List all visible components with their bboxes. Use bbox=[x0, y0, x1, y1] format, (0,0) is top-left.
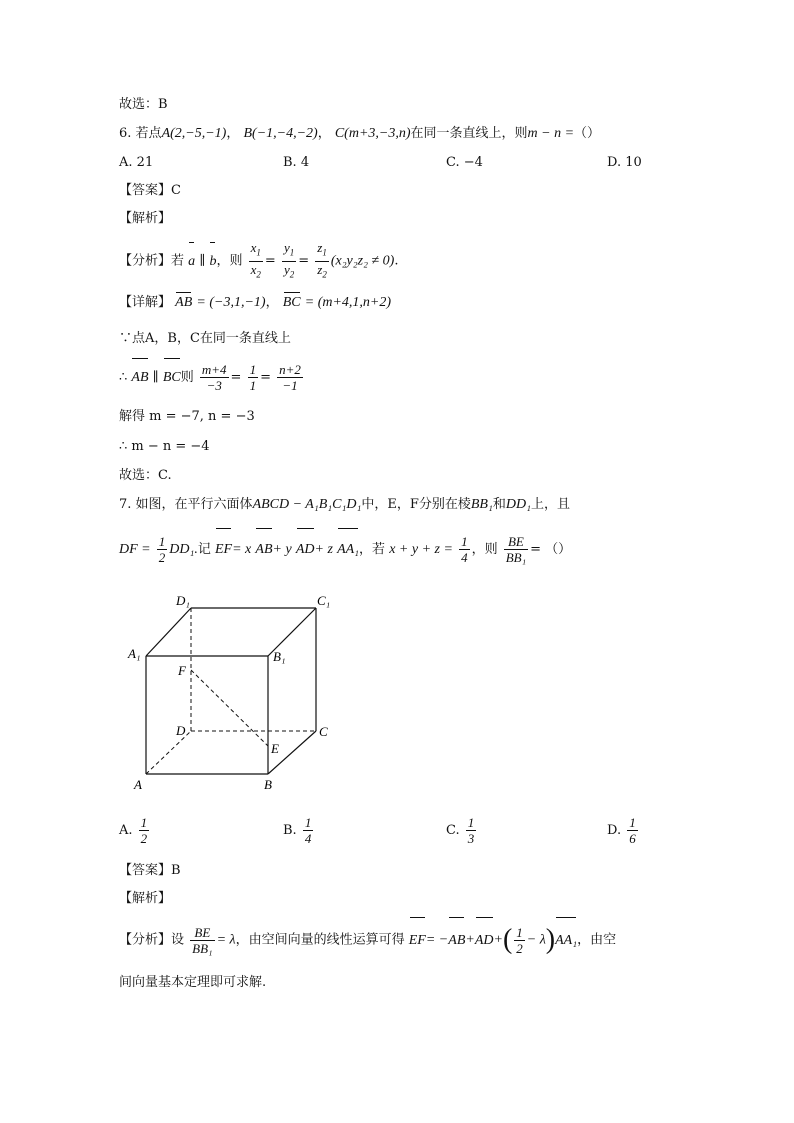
parallel-symbol: ∥ bbox=[152, 370, 159, 385]
option-value: 21 bbox=[136, 155, 154, 170]
q6-fenxi: 【分析】若 a ∥ b，则 $\frac{x_1}{x_2}$ = $\frac{y_1}{y_2}$ = $\frac{z_1}{z_2}$ (x₂y₂z₂ ≠ 0). bbox=[119, 240, 398, 282]
label-e: E bbox=[271, 741, 279, 756]
fraction-z: $\frac{z_1}{z_2}$ bbox=[317, 240, 327, 280]
lambda-eq: = λ bbox=[216, 932, 236, 948]
vector-bc: BC bbox=[282, 295, 301, 310]
answer-value: B bbox=[171, 863, 181, 878]
fenxi-condition: (x₂y₂z₂ ≠ 0) bbox=[330, 253, 395, 269]
vector-aa1: AA₁ bbox=[337, 530, 359, 570]
fraction-be-bb1: $\frac{BE}{\text{BB₁}}$ bbox=[505, 534, 527, 565]
q5-choice-line: 故选：B bbox=[119, 97, 168, 112]
edge-a1-d1 bbox=[146, 608, 191, 656]
fraction-quarter: $\frac{1}{4}$ bbox=[461, 534, 468, 565]
q6-option-d bbox=[607, 155, 642, 170]
q7-analysis-label: 【解析】 bbox=[119, 891, 172, 906]
q6-therefore-result: ∴ m − n = −4 bbox=[119, 439, 210, 454]
vector-bc: BC bbox=[163, 360, 181, 396]
fenxi-she: 设 bbox=[171, 932, 185, 948]
option-value: −4 bbox=[463, 155, 483, 170]
option-label: C. bbox=[446, 823, 460, 838]
q7-option-a bbox=[119, 815, 151, 846]
plus: + bbox=[465, 932, 475, 948]
ze-text: 则 bbox=[180, 370, 194, 385]
q7-fenxi-line2: 间向量基本定理即可求解. bbox=[119, 975, 267, 990]
q7-stem-text: 上，且 bbox=[530, 497, 570, 512]
q6-xiangjie: 【详解】 AB = (−3,1,−1)， BC = (m+4,1,n+2) bbox=[119, 295, 392, 310]
answer-label: 【答案】 bbox=[119, 863, 172, 878]
parallel-symbol: ∥ bbox=[199, 253, 206, 269]
q7-option-b bbox=[283, 815, 315, 846]
q6-option-a bbox=[119, 155, 153, 170]
option-value: 10 bbox=[625, 155, 642, 170]
dd1: DD₁. bbox=[169, 542, 198, 557]
q6-blank: （） bbox=[574, 126, 601, 141]
label-b1: B₁ bbox=[273, 649, 286, 664]
label-d: D bbox=[176, 723, 186, 738]
label-c: C bbox=[319, 724, 328, 739]
q6-point-c: C(m+3,−3,n) bbox=[334, 126, 411, 141]
fraction-be-bb1: $\frac{BE}{\text{BB₁}}$ bbox=[192, 924, 213, 956]
answer-label: 【答案】 bbox=[119, 183, 172, 198]
cond-expr: x + y + z = bbox=[389, 542, 453, 557]
q6-option-c bbox=[446, 155, 483, 170]
q7-stem-line2 bbox=[119, 530, 571, 570]
vector-ab: AB bbox=[175, 295, 193, 310]
coef-y: + y bbox=[272, 542, 292, 557]
q7-stem-text: 如图，在平行六面体 bbox=[135, 497, 253, 512]
q6-point-a: A(2,−5,−1) bbox=[161, 126, 227, 141]
label-a: A bbox=[134, 777, 142, 792]
q6-because: ∵点A，B，C在同一条直线上 bbox=[119, 331, 291, 346]
fraction-m: $\frac{m+4}{-3}$ bbox=[201, 362, 227, 393]
q7-stem-line1 bbox=[119, 496, 570, 514]
vector-ab: AB bbox=[255, 530, 272, 570]
q7-fenxi: 【分析】设 $\frac{BE}{\text{BB₁}}$ = λ，由空间向量的线性运算可得 EF= −AB+AD+( $\frac{1}{2}$ − λ)AA₁，由空 bbox=[119, 918, 616, 963]
fraction-x: $\frac{x_1}{x_2}$ bbox=[250, 240, 261, 280]
option-label: B. bbox=[283, 155, 297, 170]
option-label: D. bbox=[607, 155, 622, 170]
vector-aa1: AA₁ bbox=[555, 919, 577, 963]
answer-value: C bbox=[171, 183, 181, 198]
q7-number: 7. bbox=[119, 497, 132, 512]
fraction-half: $\frac{1}{2}$ bbox=[158, 534, 166, 565]
label-f: F bbox=[178, 663, 186, 678]
q6-stem-mid: 在同一条直线上，则 bbox=[410, 126, 528, 141]
plus: + bbox=[493, 932, 503, 948]
fraction-half: $\frac{1}{2}$ bbox=[516, 924, 523, 956]
fraction-one: $\frac{1}{1}$ bbox=[249, 362, 257, 393]
ask-tail: = （） bbox=[530, 542, 572, 557]
q7-solid: ABCD − A₁B₁C₁D₁ bbox=[252, 497, 362, 512]
vector-b: b bbox=[209, 244, 216, 280]
vector-ef: EF bbox=[215, 530, 232, 570]
vector-ad: AD bbox=[475, 919, 494, 963]
vector-ab-value: = (−3,1,−1) bbox=[196, 295, 266, 310]
fenxi-label: 【分析】 bbox=[119, 253, 172, 269]
q6-answer bbox=[119, 182, 181, 200]
option-fraction: $\frac{1}{2}$ bbox=[140, 815, 148, 846]
q6-therefore-proportion: ∴ AB ∥ BC则 $\frac{m+4}{-3}$ = $\frac{1}{1}$ = $\frac{n+2}{-1}$ bbox=[119, 360, 305, 396]
q7-stem-text: 中，E，F分别在棱 bbox=[361, 497, 471, 512]
segment-f-e bbox=[191, 670, 268, 746]
fraction-y: $\frac{y_1}{y_2}$ bbox=[283, 240, 295, 280]
label-c1: C₁ bbox=[317, 593, 331, 608]
vector-ab: AB bbox=[131, 360, 148, 396]
q6-stem-prefix: 若点 bbox=[135, 126, 162, 141]
q7-option-d bbox=[607, 815, 640, 846]
q6-point-b: B(−1,−4,−2) bbox=[243, 126, 318, 141]
option-fraction: $\frac{1}{3}$ bbox=[467, 815, 475, 846]
fenxi-if: 若 bbox=[171, 253, 185, 269]
q7-edge-dd1: DD₁ bbox=[505, 497, 531, 512]
label-d1: D₁ bbox=[176, 593, 190, 608]
minus-lambda: − λ bbox=[526, 932, 546, 948]
q6-choose: 故选：C. bbox=[119, 468, 172, 483]
coef-z: + z bbox=[314, 542, 333, 557]
option-label: B. bbox=[283, 823, 297, 838]
q6-option-b bbox=[283, 155, 309, 170]
vector-bc-value: = (m+4,1,n+2) bbox=[304, 295, 392, 310]
xiangjie-label: 【详解】 bbox=[119, 295, 172, 310]
fraction-n: $\frac{n+2}{-1}$ bbox=[279, 362, 301, 393]
ji-text: 记 bbox=[197, 542, 211, 557]
label-b: B bbox=[264, 777, 272, 792]
q6-solve: 解得 m = −7, n = −3 bbox=[119, 409, 255, 424]
ask-text: ，则 bbox=[471, 542, 498, 557]
vector-ad: AD bbox=[296, 530, 315, 570]
vector-ab: AB bbox=[448, 919, 465, 963]
q7-answer bbox=[119, 862, 181, 880]
q6-stem: 6. 若点A(2,−5,−1)， B(−1,−4,−2)， C(m+3,−3,n)在同一条直线上，则m − n =（） bbox=[119, 126, 601, 141]
option-label: A. bbox=[119, 155, 133, 170]
q6-expr: m − n = bbox=[527, 126, 575, 141]
label-a1: A₁ bbox=[128, 646, 141, 661]
fenxi-end: ，由空 bbox=[577, 932, 617, 948]
fenxi-label: 【分析】 bbox=[119, 932, 172, 948]
parallelepiped-figure bbox=[120, 588, 340, 798]
option-fraction: $\frac{1}{6}$ bbox=[629, 815, 636, 846]
q7-edge-bb1: BB₁ bbox=[470, 497, 493, 512]
option-label: A. bbox=[119, 823, 133, 838]
fenxi-then: ，则 bbox=[216, 253, 243, 269]
option-label: D. bbox=[607, 823, 622, 838]
q6-number: 6. bbox=[119, 126, 132, 141]
option-fraction: $\frac{1}{4}$ bbox=[304, 815, 312, 846]
q7-option-c bbox=[446, 815, 478, 846]
fenxi-mid: ，由空间向量的线性运算可得 bbox=[235, 932, 405, 948]
therefore-symbol: ∴ bbox=[119, 370, 128, 385]
fenxi-expr: = − bbox=[425, 932, 449, 948]
option-value: 4 bbox=[300, 155, 310, 170]
vector-a: a bbox=[188, 244, 195, 280]
option-label: C. bbox=[446, 155, 460, 170]
coef-x: = x bbox=[232, 542, 252, 557]
q6-analysis-label: 【解析】 bbox=[119, 211, 172, 226]
df-lhs: DF = bbox=[119, 542, 151, 557]
vector-ef: EF bbox=[409, 919, 426, 963]
q7-stem-text: 和 bbox=[492, 497, 506, 512]
cond-prefix: ，若 bbox=[359, 542, 386, 557]
